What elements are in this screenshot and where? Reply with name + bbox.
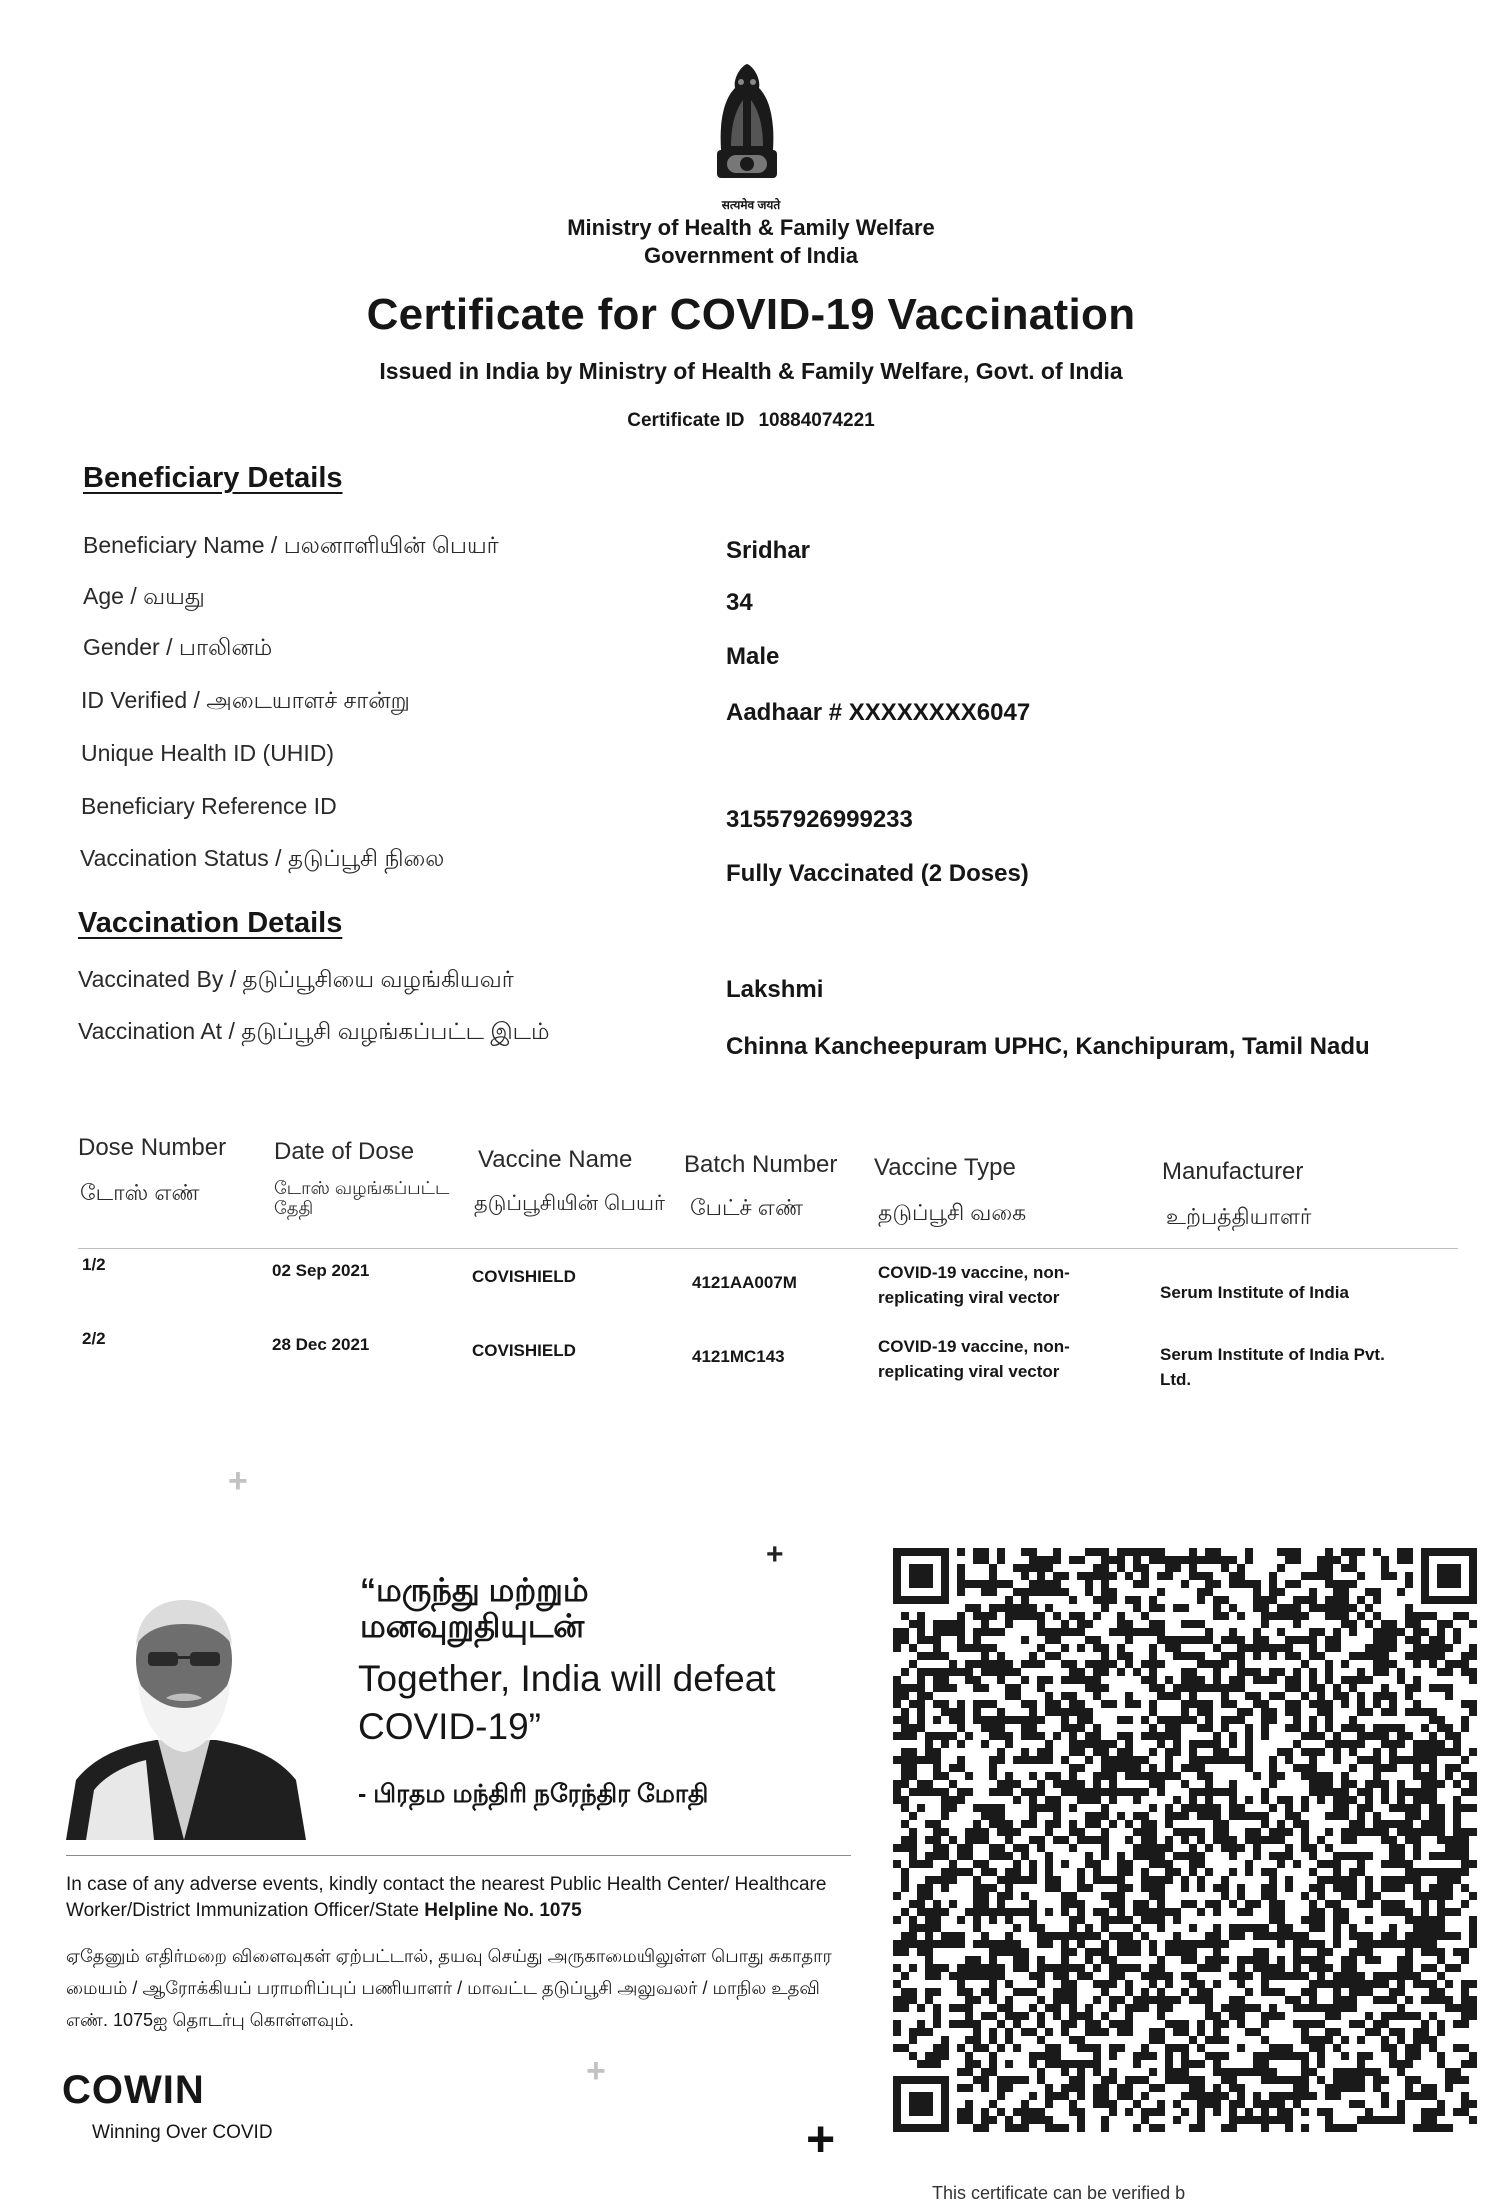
- emblem-motto: सत्यमेव जयते: [721, 198, 781, 212]
- table-divider: [78, 1248, 1458, 1249]
- qr-modules: [893, 1548, 1477, 2132]
- col-date-of-dose-ta: டோஸ் வழங்கப்பட்ட தேதி: [274, 1178, 450, 1218]
- vaccination-at-value: Chinna Kancheepuram UPHC, Kanchipuram, Tamil Nadu: [726, 1033, 1370, 1060]
- government-name: Government of India: [644, 243, 858, 268]
- row1-dose: 1/2: [82, 1255, 106, 1274]
- vaccination-status-value: Fully Vaccinated (2 Doses): [726, 860, 1029, 887]
- row2-type: COVID-19 vaccine, non-replicating viral vector: [878, 1337, 1070, 1381]
- vaccinated-by-label: Vaccinated By / தடுப்பூசியை வழங்கியவர்: [78, 966, 514, 992]
- col-manufacturer-ta: உற்பத்தியாளர்: [1166, 1204, 1312, 1229]
- certificate-id-value: 10884074221: [758, 410, 875, 431]
- cowin-tagline: Winning Over COVID: [92, 2122, 273, 2143]
- col-date-of-dose: Date of Dose: [274, 1138, 415, 1165]
- age-value: 34: [726, 589, 753, 616]
- col-manufacturer: Manufacturer: [1162, 1158, 1304, 1185]
- col-batch-number: Batch Number: [684, 1151, 838, 1178]
- beneficiary-heading: Beneficiary Details: [83, 462, 343, 494]
- certificate-id-label: Certificate ID: [627, 410, 745, 431]
- quote-tamil-line1: “மருந்து மற்றும்: [360, 1572, 589, 1608]
- quote-english: Together, India will defeat COVID-19”: [358, 1658, 776, 1747]
- col-dose-number-ta: டோஸ் எண்: [80, 1180, 200, 1205]
- id-verified-value: Aadhaar # XXXXXXXX6047: [726, 699, 1031, 726]
- id-verified-label: ID Verified / அடையாளச் சான்று: [81, 687, 410, 713]
- beneficiary-name-value: Sridhar: [726, 537, 811, 564]
- ministry-name: Ministry of Health & Family Welfare: [567, 215, 935, 240]
- gender-value: Male: [726, 643, 780, 670]
- vaccination-heading: Vaccination Details: [78, 907, 343, 939]
- quote-tamil-line2: மனவுறுதியுடன்: [360, 1608, 585, 1644]
- age-label: Age / வயது: [83, 583, 205, 609]
- registration-mark-icon: +: [806, 2111, 836, 2167]
- reference-id-value: 31557926999233: [726, 806, 913, 833]
- uhid-label: Unique Health ID (UHID): [81, 740, 335, 766]
- verification-note: This certificate can be verified b: [932, 2183, 1186, 2203]
- quote-tamil: [360, 1572, 589, 1644]
- col-vaccine-name-ta: தடுப்பூசியின் பெயர்: [474, 1192, 665, 1215]
- quote-attribution: - பிரதம மந்திரி நரேந்திர மோதி: [358, 1780, 709, 1808]
- row1-type: COVID-19 vaccine, non-replicating viral vector: [878, 1263, 1070, 1307]
- qr-finder-pattern: [893, 1548, 949, 1604]
- issued-by: Issued in India by Ministry of Health & Family Welfare, Govt. of India: [379, 358, 1123, 384]
- qr-code: [893, 1548, 1481, 2138]
- reference-id-label: Beneficiary Reference ID: [81, 793, 337, 819]
- row2-manufacturer: Serum Institute of India Pvt. Ltd.: [1160, 1345, 1385, 1389]
- gender-label: Gender / பாலினம்: [83, 634, 273, 660]
- row2-date: 28 Dec 2021: [272, 1335, 370, 1354]
- col-batch-number-ta: பேட்ச் எண்: [690, 1195, 803, 1220]
- row1-batch: 4121AA007M: [692, 1273, 797, 1292]
- col-vaccine-type: Vaccine Type: [874, 1154, 1016, 1181]
- beneficiary-name-label: Beneficiary Name / பலனாளியின் பெயர்: [83, 532, 499, 558]
- col-vaccine-name: Vaccine Name: [478, 1146, 633, 1173]
- portrait-photo: [66, 1590, 306, 1840]
- adverse-events-info: [66, 1872, 866, 1924]
- vaccinated-by-value: Lakshmi: [726, 976, 824, 1003]
- qr-finder-pattern: [893, 2076, 949, 2132]
- row2-vaccine: COVISHIELD: [472, 1341, 576, 1360]
- registration-mark-icon: +: [586, 2052, 606, 2090]
- national-emblem-icon: [697, 58, 797, 193]
- adverse-events-text: In case of any adverse events, kindly contact the nearest Public Health Center/ Healthcare Worker/District Immunization Officer/State: [66, 1874, 827, 1921]
- adverse-events-info-tamil: ஏதேனும் எதிர்மறை விளைவுகள் ஏற்பட்டால், தயவு செய்து அருகாமையிலுள்ள பொது சுகாதார மையம் / ஆரோக்கியப் பராமரிப்புப் பணியாளர் / மாவட்ட தடுப்பூசி அலுவலர் / மாநில உதவி எண். 1075ஐ தொடர்பு கொள்ளவும்.: [66, 1946, 832, 2030]
- vaccination-status-label: Vaccination Status / தடுப்பூசி நிலை: [80, 845, 445, 871]
- row2-batch: 4121MC143: [692, 1347, 785, 1366]
- helpline-number: Helpline No. 1075: [424, 1900, 582, 1921]
- cowin-logo: COWIN: [62, 2068, 205, 2112]
- registration-mark-icon: +: [766, 1538, 784, 1571]
- quote-divider: [66, 1855, 851, 1856]
- row1-date: 02 Sep 2021: [272, 1261, 370, 1280]
- page-title: Certificate for COVID-19 Vaccination: [366, 290, 1136, 339]
- col-dose-number: Dose Number: [78, 1134, 227, 1161]
- row2-dose: 2/2: [82, 1329, 106, 1348]
- row1-vaccine: COVISHIELD: [472, 1267, 576, 1286]
- col-vaccine-type-ta: தடுப்பூசி வகை: [878, 1200, 1027, 1225]
- registration-mark-icon: +: [228, 1462, 248, 1500]
- certificate-id: [0, 410, 1502, 432]
- row1-manufacturer: Serum Institute of India: [1160, 1283, 1349, 1302]
- vaccination-at-label: Vaccination At / தடுப்பூசி வழங்கப்பட்ட இடம்: [78, 1018, 550, 1044]
- qr-finder-pattern: [1421, 1548, 1477, 1604]
